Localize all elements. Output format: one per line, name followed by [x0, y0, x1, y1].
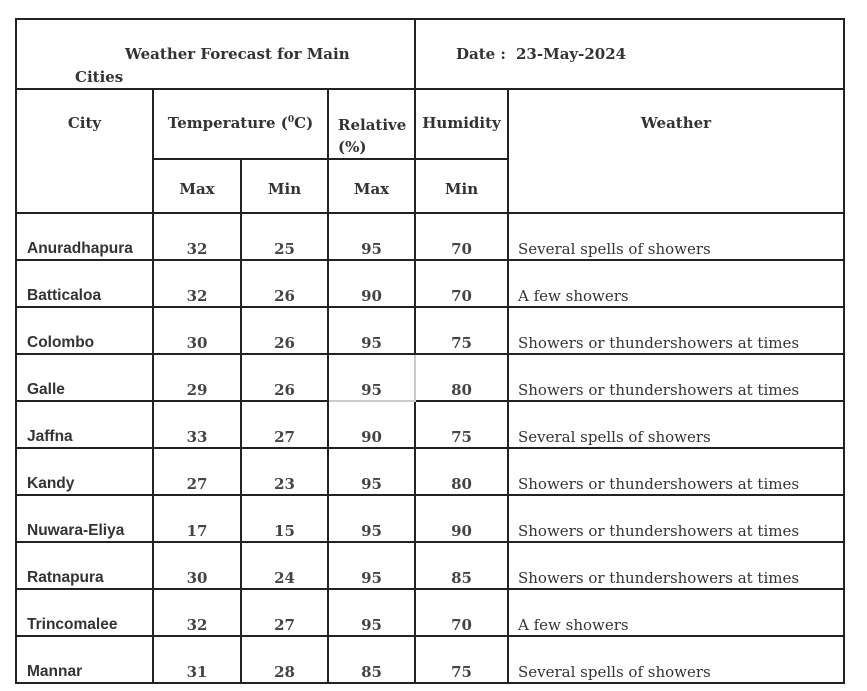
city-name: Batticaloa: [16, 260, 153, 307]
city-name: Trincomalee: [16, 589, 153, 636]
temp-min-value: 27: [241, 401, 328, 448]
table-row: [16, 354, 844, 401]
rh-max-value: 85: [328, 636, 415, 683]
temp-min-value: 26: [241, 260, 328, 307]
rh-max-value: 95: [328, 307, 415, 354]
temp-min-value: 15: [241, 495, 328, 542]
weather-column-header: [508, 89, 844, 213]
temp-min-value: 23: [241, 448, 328, 495]
temp-max-value: 32: [153, 213, 241, 260]
city-name: Colombo: [16, 307, 153, 354]
temp-max-value: 29: [153, 354, 241, 401]
city-name: Anuradhapura: [16, 213, 153, 260]
forecast-table: [15, 18, 845, 684]
temp-max-value: 31: [153, 636, 241, 683]
rh-min-value: 85: [415, 542, 508, 589]
table-row: [16, 448, 844, 495]
temp-min-header: Min: [241, 159, 328, 213]
weather-description: Showers or thundershowers at times: [508, 542, 844, 589]
temp-max-value: 17: [153, 495, 241, 542]
forecast-page: [15, 18, 843, 684]
degree-superscript: 0: [287, 115, 295, 125]
temp-max-value: 30: [153, 307, 241, 354]
temp-min-value: 25: [241, 213, 328, 260]
temp-max-value: 30: [153, 542, 241, 589]
city-header-label: City: [67, 114, 102, 132]
weather-description: Showers or thundershowers at times: [508, 448, 844, 495]
relative-header-line2: (%): [338, 138, 367, 156]
rh-min-value: 75: [415, 307, 508, 354]
table-row: [16, 307, 844, 354]
temperature-header-label: [168, 114, 313, 132]
rh-max-value: 90: [328, 401, 415, 448]
rh-min-header: Min: [415, 159, 508, 213]
city-name: Ratnapura: [16, 542, 153, 589]
rh-max-value: 95: [328, 542, 415, 589]
table-row: [16, 542, 844, 589]
rh-max-header: Max: [328, 159, 415, 213]
rh-max-value: 95: [328, 495, 415, 542]
rh-min-value: 80: [415, 354, 508, 401]
rh-max-value: 90: [328, 260, 415, 307]
humidity-header-label: Humidity: [422, 114, 501, 132]
weather-description: Showers or thundershowers at times: [508, 307, 844, 354]
temp-max-value: 32: [153, 260, 241, 307]
weather-header-label: Weather: [640, 114, 712, 132]
temperature-column-header: [153, 89, 328, 159]
rh-min-value: 75: [415, 401, 508, 448]
temperature-suffix: C): [294, 114, 314, 132]
weather-description: Several spells of showers: [508, 213, 844, 260]
city-name: Jaffna: [16, 401, 153, 448]
city-name: Galle: [16, 354, 153, 401]
city-name: Mannar: [16, 636, 153, 683]
city-column-header: [16, 89, 153, 213]
city-name: Kandy: [16, 448, 153, 495]
table-row: [16, 401, 844, 448]
date-value: 23-May-2024: [516, 45, 627, 63]
humidity-column-header: [415, 89, 508, 159]
rh-min-value: 70: [415, 260, 508, 307]
header-row: [16, 19, 844, 89]
title-cell: [16, 19, 415, 89]
table-row: [16, 589, 844, 636]
relative-header-line1: Relative: [338, 116, 407, 134]
temp-min-value: 26: [241, 354, 328, 401]
rh-max-value: 95: [328, 213, 415, 260]
temp-min-value: 26: [241, 307, 328, 354]
rh-min-value: 80: [415, 448, 508, 495]
rh-max-value: 95: [328, 448, 415, 495]
rh-min-value: 90: [415, 495, 508, 542]
weather-description: Several spells of showers: [508, 401, 844, 448]
date-label: Date :: [456, 45, 506, 63]
table-row: [16, 495, 844, 542]
weather-description: A few showers: [508, 589, 844, 636]
rh-min-value: 70: [415, 213, 508, 260]
weather-description: A few showers: [508, 260, 844, 307]
page-title-continued: Cities: [75, 68, 124, 86]
rh-max-value: 95: [328, 354, 415, 401]
rh-min-value: 70: [415, 589, 508, 636]
city-name: Nuwara-Eliya: [16, 495, 153, 542]
column-header-row: [16, 89, 844, 159]
table-row: [16, 260, 844, 307]
weather-description: Showers or thundershowers at times: [508, 354, 844, 401]
page-title: Weather Forecast for Main: [125, 45, 350, 63]
rh-max-value: 95: [328, 589, 415, 636]
relative-column-header: [328, 89, 415, 159]
temp-min-value: 27: [241, 589, 328, 636]
rh-min-value: 75: [415, 636, 508, 683]
table-row: [16, 213, 844, 260]
temperature-prefix: Temperature (: [167, 114, 288, 132]
temp-min-value: 24: [241, 542, 328, 589]
temp-max-value: 33: [153, 401, 241, 448]
temp-max-header: Max: [153, 159, 241, 213]
date-cell: [415, 19, 844, 89]
weather-description: Several spells of showers: [508, 636, 844, 683]
temp-max-value: 32: [153, 589, 241, 636]
temp-max-value: 27: [153, 448, 241, 495]
table-row: [16, 636, 844, 683]
temp-min-value: 28: [241, 636, 328, 683]
weather-description: Showers or thundershowers at times: [508, 495, 844, 542]
